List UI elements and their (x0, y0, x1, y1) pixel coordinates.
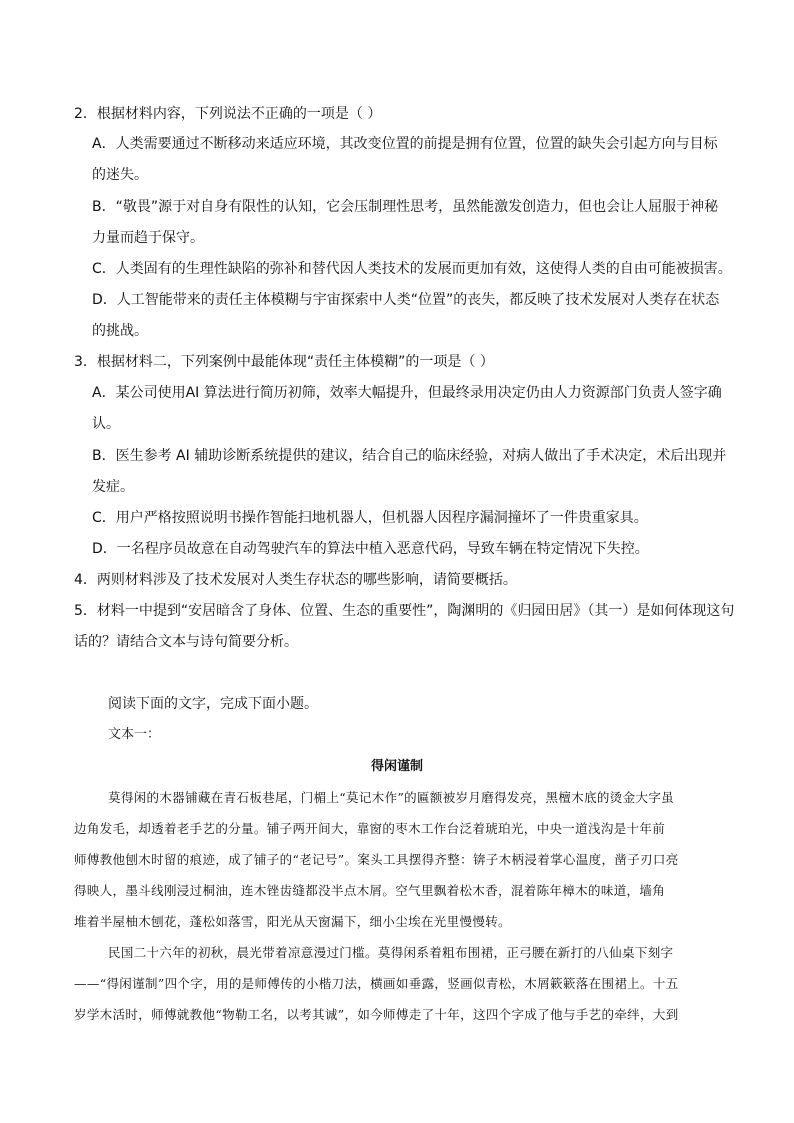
story-paragraph-2-line-3: 岁学木活时，师傅就教他“物勒工名，以考其诚”，如今师傅走了十年，这四个字成了他与手艺的牵绊，大到 (74, 1007, 679, 1022)
story-paragraph-1-line-3: 师傅教他刨木时留的痕迹，成了铺子的“老记号”。案头工具摆得齐整：锛子木柄浸着掌心温度，凿子刃口亮 (74, 852, 679, 867)
story-paragraph-1-line-2: 边角发毛，却透着老手艺的分量。铺子两开间大，靠窗的枣木工作台泛着琥珀光，中央一道浅沟是十年前 (74, 821, 666, 836)
question-3-option-a-cont: 认。 (92, 416, 120, 432)
question-3-option-b: B．医生参考 AI 辅助诊断系统提供的建议，结合自己的临床经验，对病人做出了手术决定，术后出现并 (92, 448, 727, 464)
question-2-option-b: B．“敬畏”源于对自身有限性的认知，它会压制理性思考，虽然能激发创造力，但也会让人屈服于神秘 (92, 199, 719, 215)
question-2-option-d: D．人工智能带来的责任主体模糊与宇宙探索中人类“位置”的丧失，都反映了技术发展对人类存在状态 (92, 292, 720, 308)
question-3-stem: 3．根据材料二，下列案例中最能体现“责任主体模糊”的一项是（ ） (74, 354, 494, 370)
story-paragraph-1-line-1: 莫得闲的木器铺藏在青石板巷尾，门楣上“莫记木作”的匾额被岁月磨得发亮，黑檀木底的烫金大字虽 (108, 790, 675, 805)
question-3-option-b-cont: 发症。 (92, 479, 134, 495)
question-5-stem: 5．材料一中提到“安居暗含了身体、位置、生态的重要性”，陶渊明的《归园田居》（其一）是如何体现这句 (74, 603, 735, 619)
question-2-stem: 2．根据材料内容，下列说法不正确的一项是（ ） (74, 106, 382, 122)
text-one-label: 文本一： (108, 727, 161, 742)
question-3-option-d: D．一名程序员故意在自动驾驶汽车的算法中植入恶意代码，导致车辆在特定情况下失控。 (92, 541, 649, 557)
question-2-option-c: C．人类固有的生理性缺陷的弥补和替代因人类技术的发展而更加有效，这使得人类的自由可能被损害。 (92, 261, 732, 277)
question-5-stem-cont: 话的？请结合文本与诗句简要分析。 (74, 634, 298, 650)
story-title: 得闲谨制 (370, 759, 423, 774)
question-2-option-a-cont: 的迷失。 (92, 167, 148, 183)
question-2-option-d-cont: 的挑战。 (92, 323, 148, 339)
question-3-option-c: C．用户严格按照说明书操作智能扫地机器人，但机器人因程序漏洞撞坏了一件贵重家具。 (92, 510, 648, 526)
question-2-option-b-cont: 力量而趋于保守。 (92, 230, 204, 246)
story-paragraph-1-line-5: 堆着半屋柚木刨花，蓬松如落雪，阳光从天窗漏下，细小尘埃在光里慢慢转。 (74, 914, 511, 929)
story-paragraph-1-line-4: 得映人，墨斗线刚浸过桐油，连木锉齿缝都没半点木屑。空气里飘着松木香，混着陈年樟木的味道，墙角 (74, 883, 666, 898)
story-paragraph-2-line-1: 民国二十六年的初秋，晨光带着凉意漫过门槛。莫得闲系着粗布围裙，正弓腰在新打的八仙桌下刻字 (108, 945, 674, 960)
question-2-option-a: A．人类需要通过不断移动来适应环境，其改变位置的前提是拥有位置，位置的缺失会引起方向与目标 (92, 136, 718, 152)
reading-instructions: 阅读下面的文字，完成下面小题。 (108, 696, 318, 712)
question-4-stem: 4．两则材料涉及了技术发展对人类生存状态的哪些影响，请简要概括。 (74, 572, 517, 588)
story-paragraph-2-line-2: ——“得闲谨制”四个字，用的是师傅传的小楷刀法，横画如垂露，竖画似青松，木屑簌簌落在围裙上。十五 (74, 976, 679, 991)
question-3-option-a: A．某公司使用AI 算法进行简历初筛，效率大幅提升，但最终录用决定仍由人力资源部门负责人签字确 (92, 385, 722, 401)
